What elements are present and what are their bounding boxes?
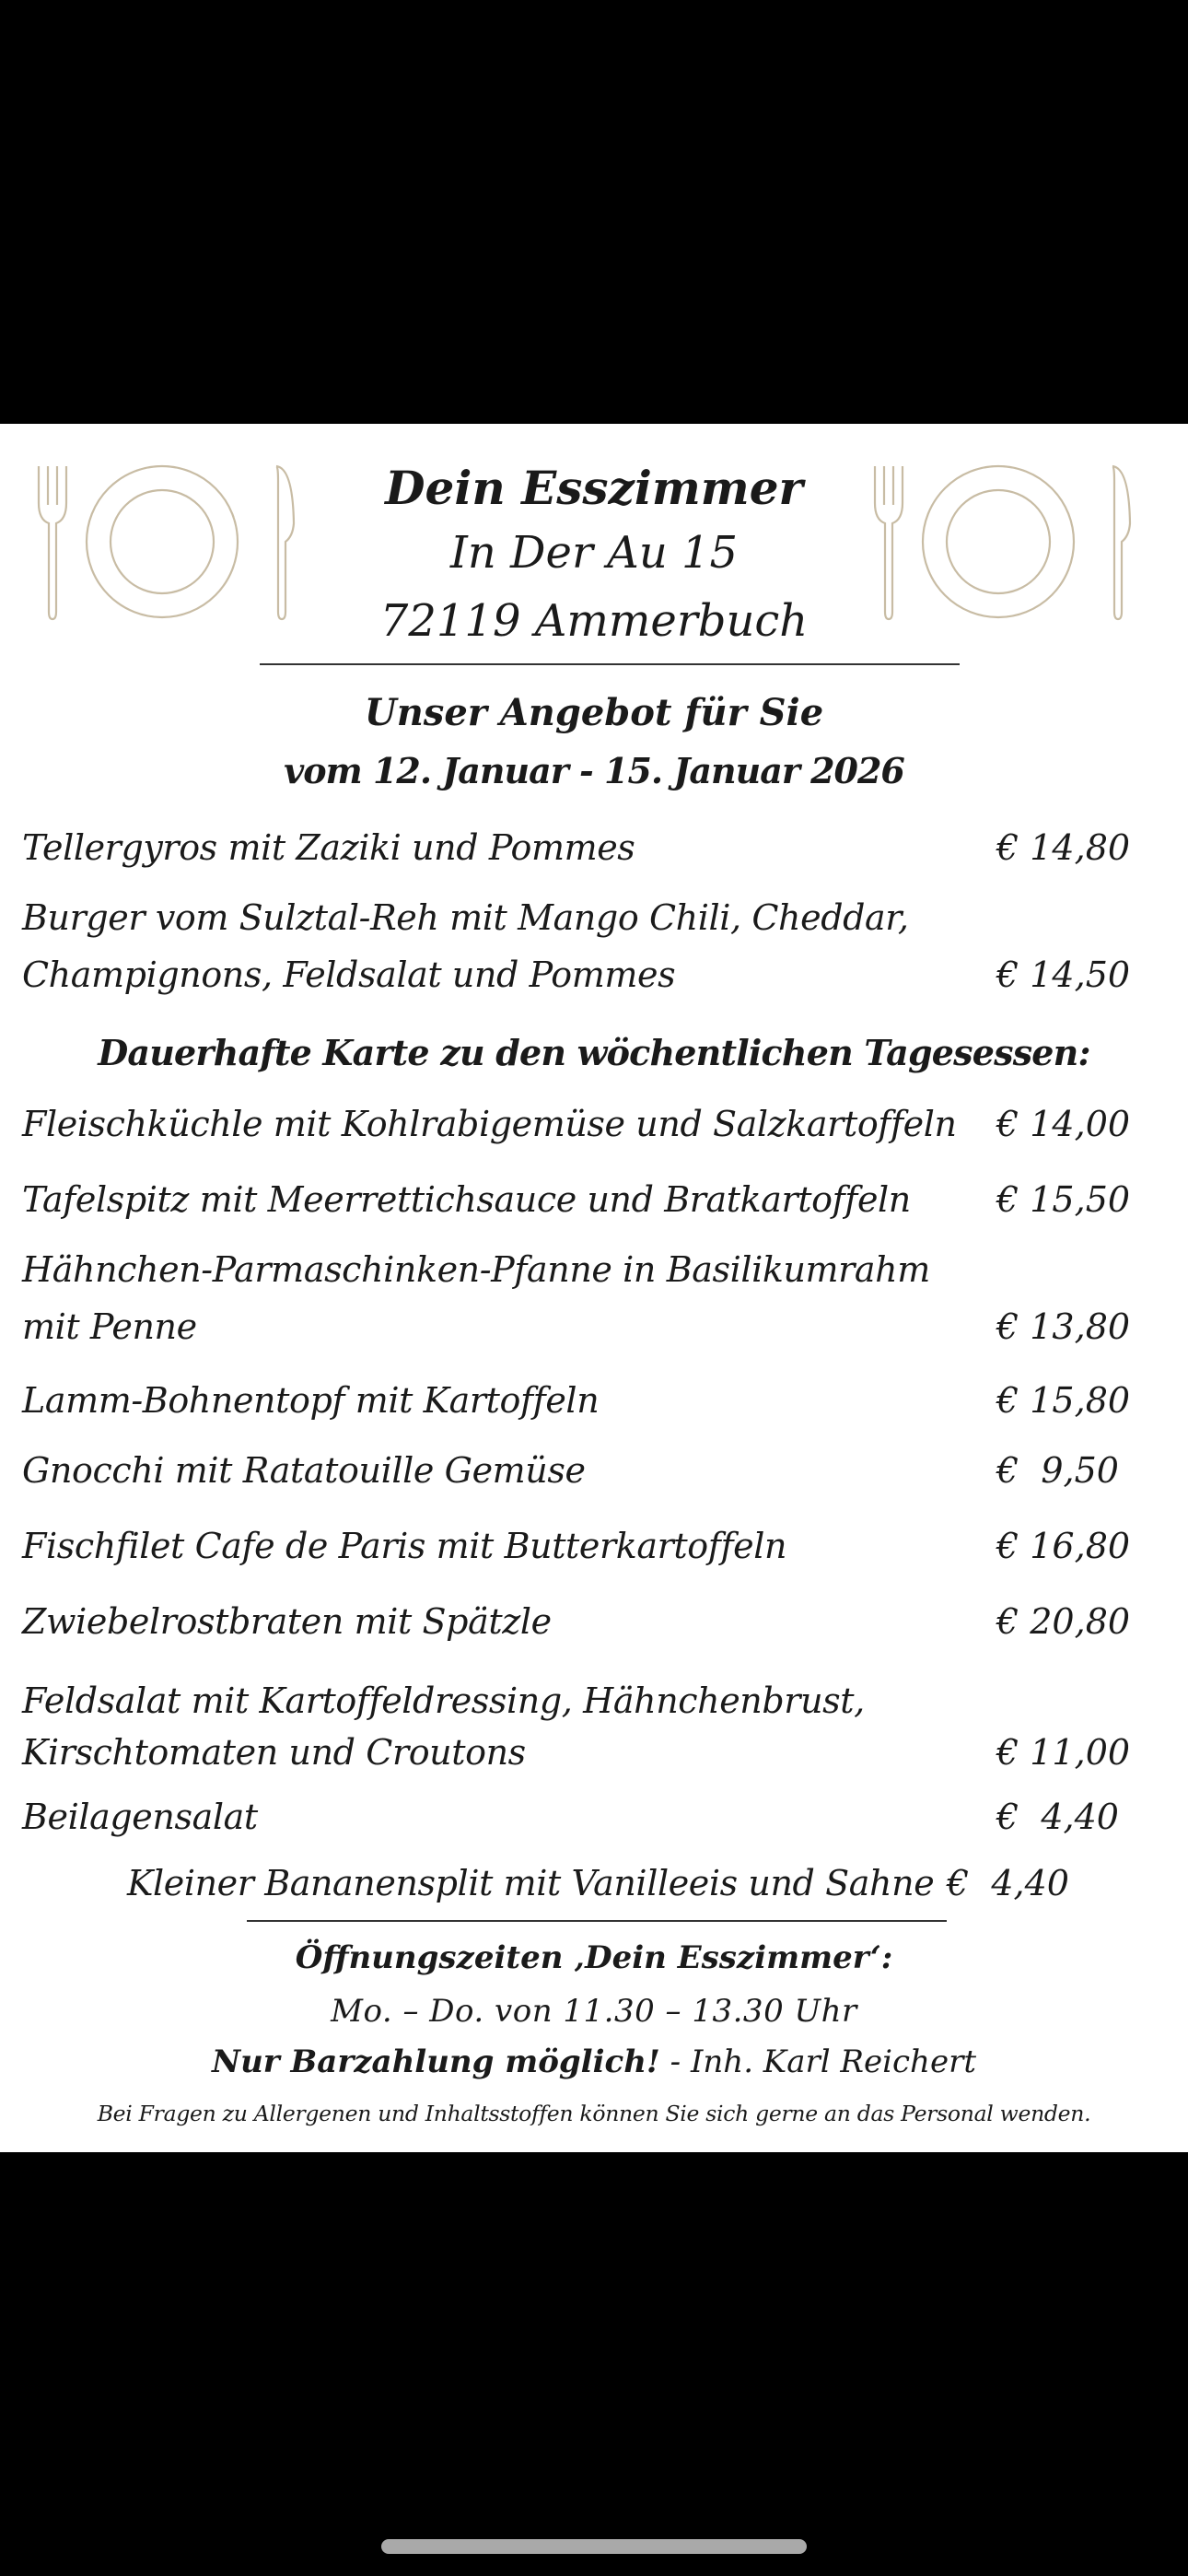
allergen-note: Bei Fragen zu Allergenen und Inhaltsstoffen können Sie sich gerne an das Personal wenden. (97, 2101, 1091, 2126)
opening-hours-title: Öffnungszeiten ‚Dein Esszimmer‘: (295, 1939, 893, 1976)
menu-item-name: Feldsalat mit Kartoffeldressing, Hähnchenbrust, (22, 1680, 865, 1721)
owner-note: - Inh. Karl Reichert (659, 2043, 976, 2080)
home-indicator[interactable] (381, 2539, 807, 2554)
dessert-divider (247, 1920, 947, 1922)
header-divider (260, 663, 960, 665)
menu-item-name: Fischfilet Cafe de Paris mit Butterkartoffeln (22, 1526, 787, 1566)
menu-item-price: € 15,50 (996, 1179, 1131, 1220)
menu-item-price: € 14,00 (996, 1104, 1131, 1144)
menu-item-price: € 15,80 (996, 1380, 1131, 1421)
menu-item-price: € 11,00 (996, 1732, 1131, 1773)
permanent-menu-title: Dauerhafte Karte zu den wöchentlichen Tagesessen: (98, 1032, 1090, 1073)
menu-item-name: Fleischküchle mit Kohlrabigemüse und Salzkartoffeln (22, 1104, 957, 1144)
restaurant-city: 72119 Ammerbuch (379, 595, 809, 647)
menu-item-name: Tafelspitz mit Meerrettichsauce und Bratkartoffeln (22, 1179, 911, 1220)
cash-only-note: Nur Barzahlung möglich! (212, 2043, 660, 2080)
menu-item-name: Gnocchi mit Ratatouille Gemüse (22, 1450, 586, 1491)
dessert-item-price: € 4,40 (947, 1863, 1069, 1903)
restaurant-name: Dein Esszimmer (385, 461, 803, 515)
menu-item-name: Beilagensalat (22, 1797, 258, 1837)
menu-item-name: Tellergyros mit Zaziki und Pommes (22, 827, 635, 868)
offer-title: Unser Angebot für Sie (364, 691, 824, 734)
menu-item-name: Zwiebelrostbraten mit Spätzle (22, 1601, 552, 1642)
restaurant-street: In Der Au 15 (449, 527, 739, 579)
menu-item-price: € 14,80 (996, 827, 1131, 868)
menu-card (0, 424, 1188, 2152)
payment-note (0, 2043, 1188, 2080)
menu-item-name: Burger vom Sulztal-Reh mit Mango Chili, Cheddar, (22, 897, 909, 938)
menu-item-price: € 16,80 (996, 1526, 1131, 1566)
menu-item-price: € 9,50 (996, 1450, 1119, 1491)
menu-item-name: Kirschtomaten und Croutons (22, 1732, 526, 1773)
menu-item-name: Hähnchen-Parmaschinken-Pfanne in Basilikumrahm (22, 1249, 930, 1290)
menu-item-price: € 14,50 (996, 954, 1131, 995)
menu-item-name: Lamm-Bohnentopf mit Kartoffeln (22, 1380, 600, 1421)
opening-hours: Mo. – Do. von 11.30 – 13.30 Uhr (331, 1993, 857, 2030)
dessert-item-name: Kleiner Bananensplit mit Vanilleeis und Sahne (127, 1863, 935, 1903)
menu-item-price: € 20,80 (996, 1601, 1131, 1642)
menu-item-price: € 13,80 (996, 1306, 1131, 1347)
menu-item-price: € 4,40 (996, 1797, 1119, 1837)
menu-item-name: Champignons, Feldsalat und Pommes (22, 954, 676, 995)
offer-dates: vom 12. Januar - 15. Januar 2026 (284, 750, 904, 791)
menu-item-name: mit Penne (22, 1306, 197, 1347)
